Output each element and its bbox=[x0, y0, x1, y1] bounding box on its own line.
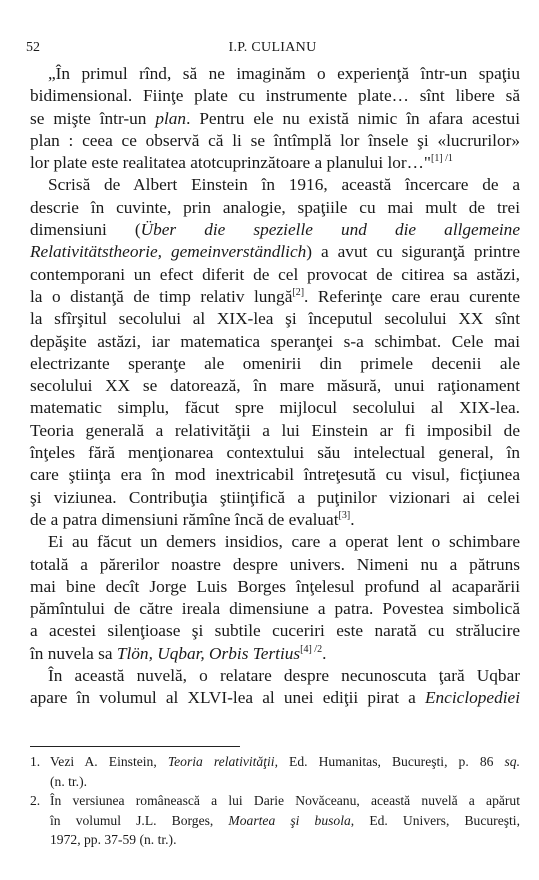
footnote-number: 1. bbox=[30, 754, 41, 769]
page-number: 52 bbox=[26, 40, 40, 55]
footnote-ref: [1] /1 bbox=[430, 153, 453, 165]
text-line: depăşite astăzi, iar matematica speranţei s-a schimbat. Cele mai bbox=[30, 331, 520, 351]
footnote-number: 2. bbox=[30, 793, 41, 808]
text-line: înţeles fără menţionarea contextului său intelectual general, în bbox=[30, 443, 520, 463]
text-line: lor plate este realitatea atotcuprinzătoare a planului lor…"$^{[1] /1}$ bbox=[30, 153, 453, 173]
footnote-1 bbox=[30, 752, 520, 791]
text-line: a acestei silenţioase şi subtile cuceriri este narată cu strălucire bbox=[30, 621, 520, 641]
text-line: de a patra dimensiuni rămîne încă de evaluat[3]. bbox=[30, 509, 355, 529]
text-line: pămîntului de către ireala dimensiune a patra. Povestea simbolică bbox=[30, 599, 520, 619]
text-line: În această nuvelă, o relatare despre necunoscuta ţară Uqbar bbox=[48, 666, 520, 686]
text-line: secolului XX se datorează, în mare măsură, unui raţionament bbox=[30, 376, 520, 396]
footnote-ref: [3] bbox=[338, 510, 351, 522]
page-header bbox=[26, 40, 519, 58]
text-line: În versiunea românească a lui Darie Novăceanu, această nuvelă a apărut bbox=[50, 793, 520, 808]
text-line: Scrisă de Albert Einstein în 1916, această încercare de a bbox=[48, 175, 520, 195]
text-line: Vezi A. Einstein, Teoria relativităţii, Ed. Humanitas, Bucureşti, p. 86 sq. bbox=[50, 754, 520, 769]
text-line: totală a părerilor noastre despre univers. Nimeni nu a pătruns bbox=[30, 554, 520, 574]
text-line: 1972, pp. 37-59 (n. tr.). bbox=[50, 832, 177, 847]
text-line: electrizante speranţe ale omenirii din primele decenii ale bbox=[30, 353, 520, 373]
text-line: contemporani un efect diferit de cel provocat de citirea sa astăzi, bbox=[30, 264, 520, 284]
text-line: în volumul J.L. Borges, Moartea şi busola, Ed. Univers, Bucureşti, bbox=[50, 812, 520, 828]
text-line: „În primul rînd, să ne imaginăm o experienţă într-un spaţiu bbox=[48, 64, 520, 83]
text-line: în nuvela sa Tlön, Uqbar, Orbis Tertius$^{[4] /2}$. bbox=[30, 643, 327, 663]
footnote-divider bbox=[30, 746, 240, 747]
text-line: matematic simplu, făcut spre mijlocul secolului al XIX-lea. bbox=[30, 398, 520, 418]
text-line: bidimensional. Fiinţe plate cu instrumente plate… sînt libere să bbox=[30, 86, 520, 106]
footnote-ref: [2] bbox=[292, 287, 305, 299]
text-line: dimensiuni (Über die spezielle und die allgemeine bbox=[30, 220, 520, 240]
footnote-ref: [4] /2 bbox=[300, 643, 323, 655]
text-line: descrie în cuvinte, prin analogie, spaţiile cu mai mult de trei bbox=[30, 197, 520, 217]
text-line: Relativitätstheorie, gemeinverständlich) a avut cu siguranţă printre bbox=[30, 242, 520, 262]
text-line: şi viziunea. Contribuţia ştiinţifică a puţinilor vizionari ai celei bbox=[30, 487, 520, 507]
running-head: I.P. CULIANU bbox=[228, 40, 317, 55]
body-text bbox=[30, 63, 520, 710]
footnote-2 bbox=[30, 791, 520, 850]
text-line: mai bine decît Jorge Luis Borges înţelesul profund al acaparării bbox=[30, 576, 520, 596]
text-line: Ei au făcut un demers insidios, care a operat lent o schimbare bbox=[48, 532, 520, 552]
text-line: care ştiinţa era în mod inextricabil întreţesută cu visul, ficţiunea bbox=[30, 465, 520, 485]
text-line: se mişte într-un plan. Pentru ele nu există nimic în afara acestui bbox=[30, 108, 521, 128]
text-line: (n. tr.). bbox=[50, 773, 87, 789]
text-line: apare în volumul al XLVI-lea al unei ediţii pirat a Enciclopediei bbox=[30, 688, 520, 708]
text-line: la sfîrşitul secolului al XIX-lea şi începutul secolului XX sînt bbox=[30, 309, 520, 329]
text-line: la o distanţă de timp relativ lungă[2]. Referinţe care erau curente bbox=[30, 286, 520, 306]
text-line: Teoria generală a relativităţii a lui Einstein ar fi imposibil de bbox=[30, 420, 520, 440]
footnotes bbox=[30, 752, 520, 850]
text-line: plan : ceea ce observă că li se întîmplă lor însele şi «lucrurilor» bbox=[30, 130, 520, 150]
